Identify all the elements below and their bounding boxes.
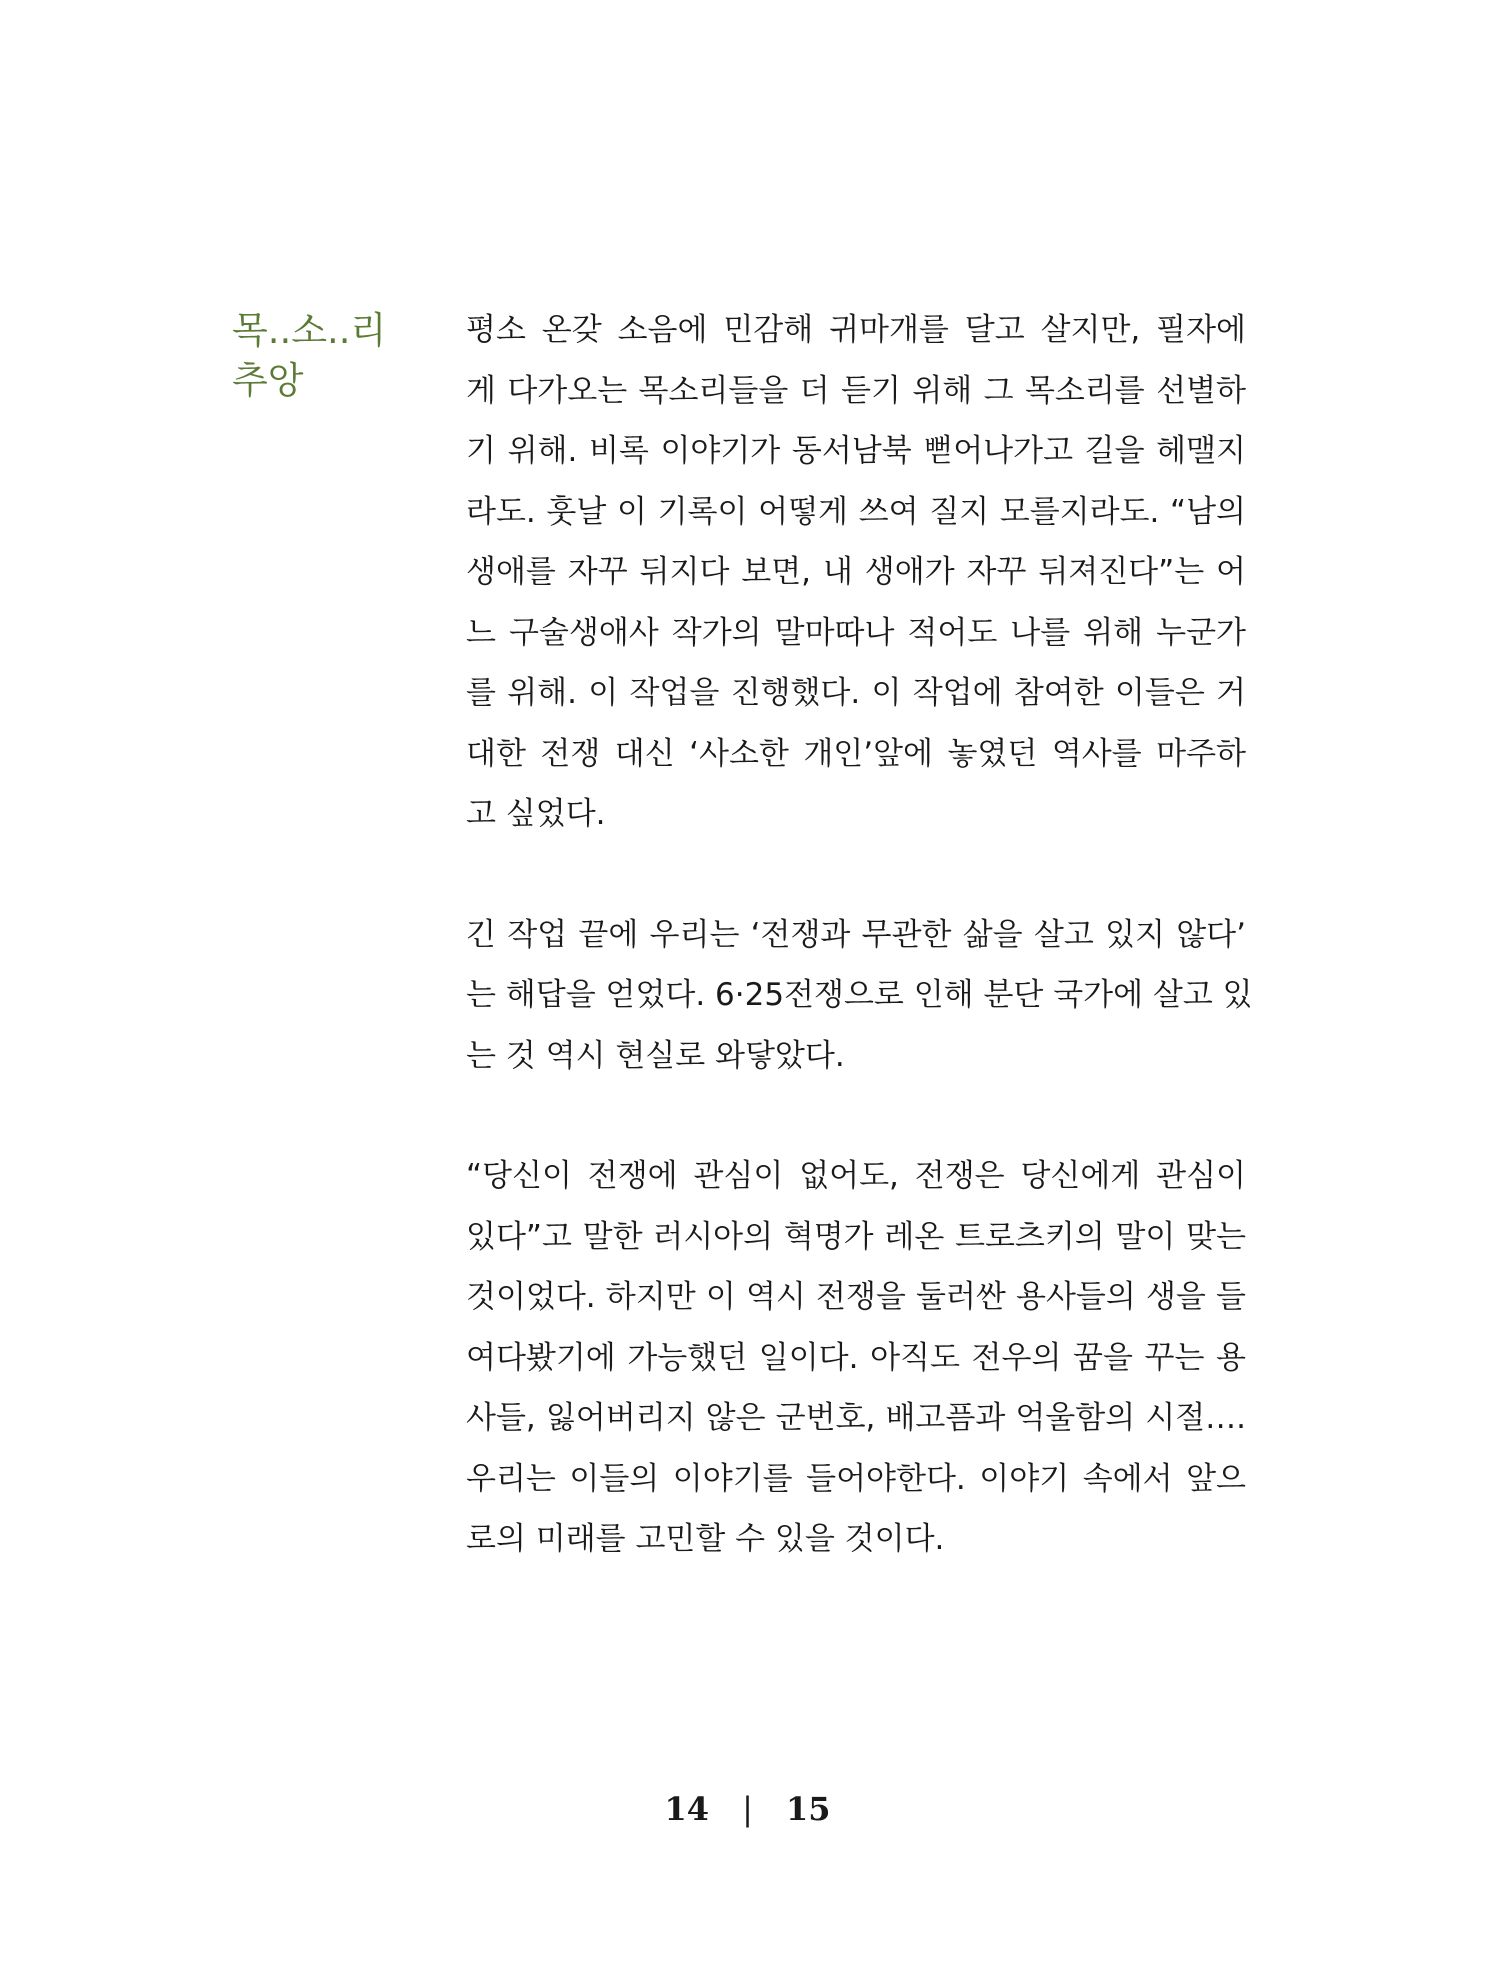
text-line: 평소 온갖 소음에 민감해 귀마개를 달고 살지만, 필자에 [466, 312, 1246, 348]
section-title-line-2: 추앙 [232, 359, 304, 402]
page-number-right: 15 [786, 1790, 831, 1828]
section-title-line-1: 목..소..리 [232, 309, 387, 352]
text-line: 긴 작업 끝에 우리는 ‘전쟁과 무관한 삶을 살고 있지 않다’ [466, 916, 1246, 953]
page-number-left: 14 [664, 1790, 709, 1828]
text-line: 것이었다. 하지만 이 역시 전쟁을 둘러싼 용사들의 생을 들 [466, 1279, 1246, 1315]
text-line: 로의 미래를 고민할 수 있을 것이다. [466, 1521, 945, 1557]
text-line: 라도. 훗날 이 기록이 어떻게 쓰여 질지 모를지라도. “남의 [466, 493, 1246, 530]
page-numbers [0, 1790, 1495, 1828]
text-line: 기 위해. 비록 이야기가 동서남북 뻗어나가고 길을 헤맬지 [466, 433, 1246, 469]
text-line: 고 싶었다. [466, 796, 606, 832]
body-text [466, 300, 1253, 1630]
text-line: “당신이 전쟁에 관심이 없어도, 전쟁은 당신에게 관심이 [466, 1158, 1246, 1194]
text-line: 생애를 자꾸 뒤지다 보면, 내 생애가 자꾸 뒤져진다”는 어 [466, 554, 1246, 590]
paragraph-2 [466, 905, 1253, 1087]
text-line: 사들, 잃어버리지 않은 군번호, 배고픔과 억울함의 시절…. [466, 1400, 1246, 1436]
paragraph-1 [466, 300, 1246, 845]
text-line: 우리는 이들의 이야기를 들어야한다. 이야기 속에서 앞으 [466, 1460, 1246, 1497]
text-line: 를 위해. 이 작업을 진행했다. 이 작업에 참여한 이들은 거 [466, 675, 1246, 711]
text-line: 여다봤기에 가능했던 일이다. 아직도 전우의 꿈을 꾸는 용 [466, 1339, 1246, 1376]
paragraph-3 [466, 1146, 1246, 1570]
text-line: 는 것 역시 현실로 와닿았다. [466, 1037, 845, 1074]
page-number-separator: | [742, 1790, 753, 1828]
section-title [232, 306, 432, 406]
text-line: 느 구술생애사 작가의 말마따나 적어도 나를 위해 누군가 [466, 614, 1246, 651]
text-line: 있다”고 말한 러시아의 혁명가 레온 트로츠키의 말이 맞는 [466, 1218, 1246, 1255]
text-line: 는 해답을 얻었다. 6·25전쟁으로 인해 분단 국가에 살고 있 [466, 977, 1253, 1013]
text-line: 대한 전쟁 대신 ‘사소한 개인’앞에 놓였던 역사를 마주하 [466, 735, 1246, 772]
text-line: 게 다가오는 목소리들을 더 듣기 위해 그 목소리를 선별하 [466, 372, 1246, 409]
